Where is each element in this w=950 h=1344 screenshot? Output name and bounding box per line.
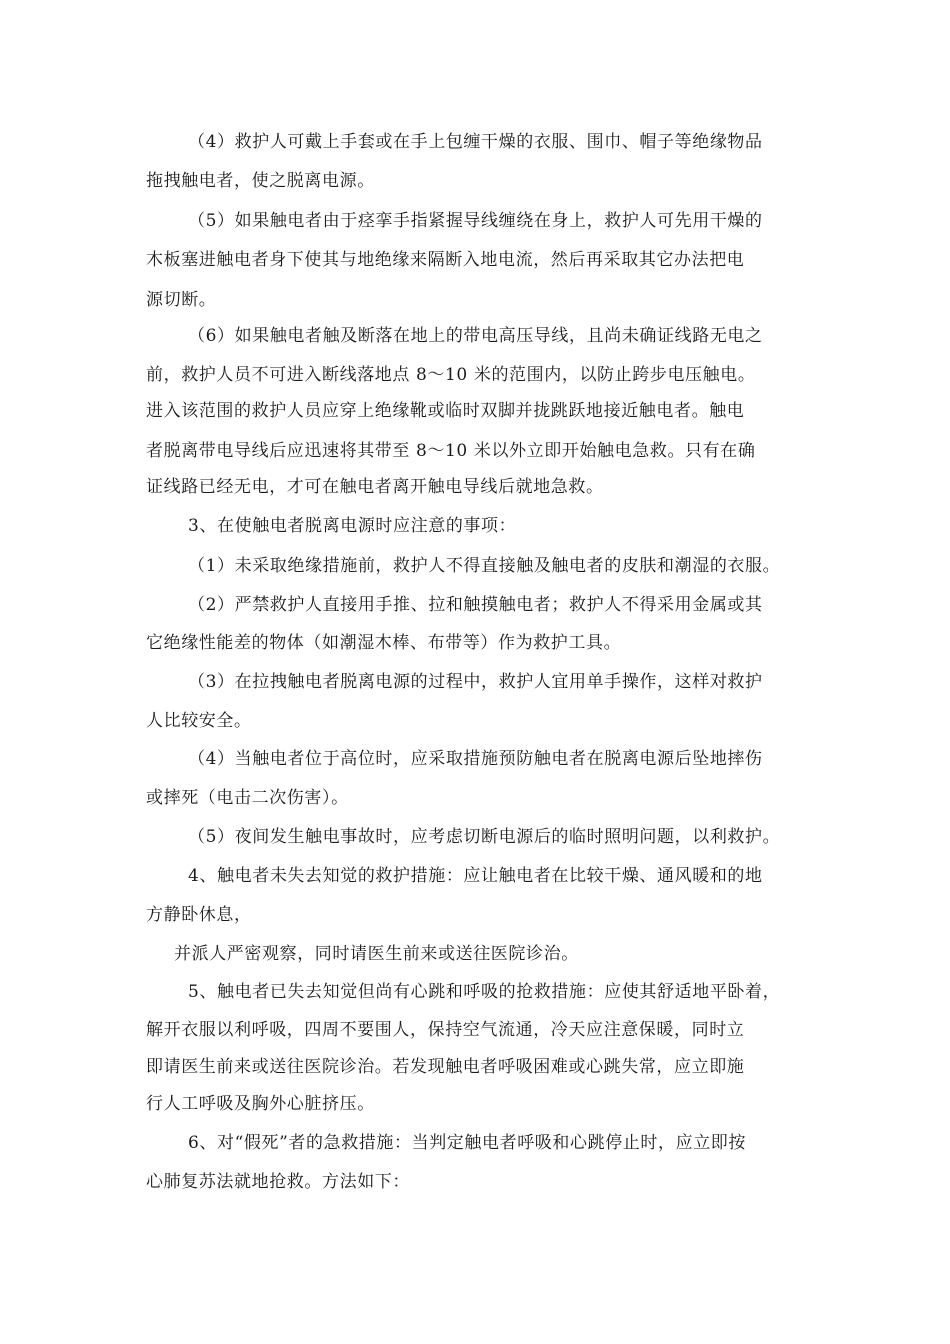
text-line: 证线路已经无电，才可在触电者离开触电导线后就地急救。	[146, 477, 604, 497]
text-line: 解开衣服以利呼吸，四周不要围人，保持空气流通，冷天应注意保暖，同时立	[146, 1020, 745, 1040]
text-line: 人比较安全。	[146, 711, 252, 731]
text-line: （4）救护人可戴上手套或在手上包缠干燥的衣服、围巾、帽子等绝缘物品	[188, 132, 763, 152]
text-line: 行人工呼吸及胸外心脏挤压。	[146, 1094, 375, 1114]
text-line: 5、触电者已失去知觉但尚有心跳和呼吸的抢救措施：应使其舒适地平卧着，	[188, 982, 781, 1002]
text-line: 拖拽触电者，使之脱离电源。	[146, 171, 375, 191]
text-line: （5）如果触电者由于痉挛手指紧握导线缠绕在身上，救护人可先用干燥的	[188, 211, 763, 231]
text-line: （5）夜间发生触电事故时，应考虑切断电源后的临时照明问题，以利救护。	[188, 827, 781, 847]
text-line: （6）如果触电者触及断落在地上的带电高压导线，且尚未确证线路无电之	[188, 326, 763, 346]
text-line: 源切断。	[146, 290, 217, 310]
text-line: 木板塞进触电者身下使其与地绝缘来隔断入地电流，然后再采取其它办法把电	[146, 250, 745, 270]
text-line: （1）未采取绝缘措施前，救护人不得直接触及触电者的皮肤和潮湿的衣服。	[188, 556, 781, 576]
text-line: 或摔死（电击二次伤害）。	[146, 788, 349, 808]
text-line: 它绝缘性能差的物体（如潮湿木棒、布带等）作为救护工具。	[146, 633, 622, 653]
text-line: 4、触电者未失去知觉的救护措施：应让触电者在比较干燥、通风暖和的地	[188, 866, 763, 886]
text-line: （3）在拉拽触电者脱离电源的过程中，救护人宜用单手操作，这样对救护	[188, 672, 763, 692]
text-line: 前，救护人员不可进入断线落地点 8～10 米的范围内，以防止跨步电压触电。	[146, 365, 756, 385]
text-line: （2）严禁救护人直接用手推、拉和触摸触电者；救护人不得采用金属或其	[188, 595, 763, 615]
text-line: 即请医生前来或送往医院诊治。若发现触电者呼吸困难或心跳失常，应立即施	[146, 1057, 745, 1077]
text-line: 者脱离带电导线后应迅速将其带至 8～10 米以外立即开始触电急救。只有在确	[146, 441, 756, 461]
text-line: 并派人严密观察，同时请医生前来或送往医院诊治。	[174, 944, 579, 964]
text-line: 方静卧休息，	[146, 905, 252, 925]
text-line: （4）当触电者位于高位时，应采取措施预防触电者在脱离电源后坠地摔伤	[188, 749, 763, 769]
text-line: 心肺复苏法就地抢救。方法如下：	[146, 1172, 410, 1192]
text-line: 6、对“假死”者的急救措施：当判定触电者呼吸和心跳停止时，应立即按	[188, 1133, 746, 1153]
text-line: 3、在使触电者脱离电源时应注意的事项：	[188, 516, 517, 536]
text-line: 进入该范围的救护人员应穿上绝缘靴或临时双脚并拢跳跃地接近触电者。触电	[146, 401, 745, 421]
